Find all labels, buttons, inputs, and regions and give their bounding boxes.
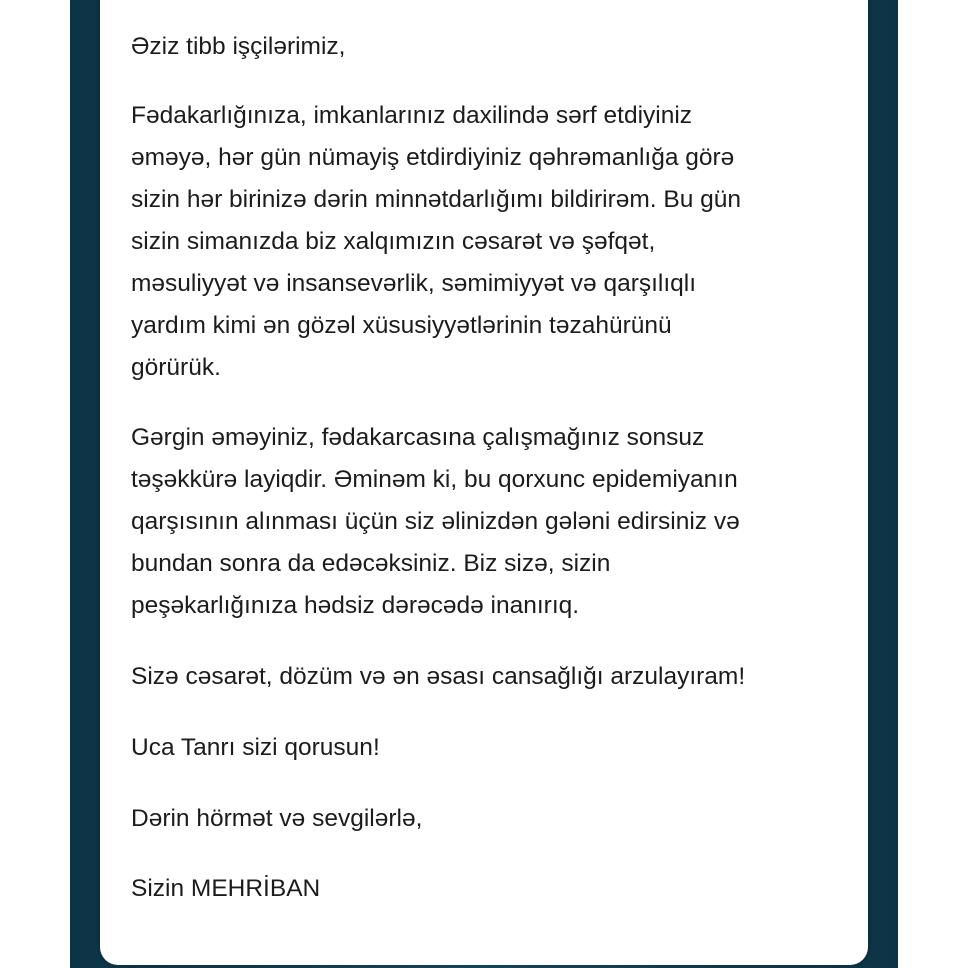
letter-signature xyxy=(131,868,851,910)
paragraph-line: sizin hər birinizə dərin minnətdarlığımı bildirirəm. Bu gün xyxy=(131,186,742,213)
letter-paragraph-1 xyxy=(131,95,851,389)
paragraph-line: görürük. xyxy=(131,354,221,381)
signature-line: Sizin MEHRİBAN xyxy=(131,875,321,902)
paragraph-line: sizin simanızda biz xalqımızın cəsarət və şəfqət, xyxy=(131,228,656,255)
letter-greeting xyxy=(131,26,851,68)
paragraph-line: Fədakarlığınıza, imkanlarınız daxilində sərf etdiyiniz xyxy=(131,102,693,129)
paragraph-line: bundan sonra da edəcəksiniz. Biz sizə, sizin xyxy=(131,550,611,577)
paragraph-line: əməyə, hər gün nümayiş etdirdiyiniz qəhrəmanlığa görə xyxy=(131,144,735,171)
paragraph-line: peşəkarlığınıza hədsiz dərəcədə inanırıq. xyxy=(131,592,580,619)
closing-line: Dərin hörmət və sevgilərlə, xyxy=(131,805,423,832)
paragraph-line: qarşısının alınması üçün siz əlinizdən gələni edirsiniz və xyxy=(131,508,740,535)
letter-blessing xyxy=(131,727,851,769)
paragraph-line: təşəkkürə layiqdir. Əminəm ki, bu qorxunc epidemiyanın xyxy=(131,466,738,493)
letter-closing xyxy=(131,798,851,840)
blessing-line: Uca Tanrı sizi qorusun! xyxy=(131,734,380,761)
letter-wish xyxy=(131,656,851,698)
paragraph-line: yardım kimi ən gözəl xüsusiyyətlərinin təzahürünü xyxy=(131,312,672,339)
paragraph-line: məsuliyyət və insansevərlik, səmimiyyət və qarşılıqlı xyxy=(131,270,697,297)
wish-line: Sizə cəsarət, dözüm və ən əsası cansağlığı arzulayıram! xyxy=(131,663,746,690)
letter-paragraph-2 xyxy=(131,417,851,627)
greeting-line: Əziz tibb işçilərimiz, xyxy=(131,33,346,60)
paragraph-line: Gərgin əməyiniz, fədakarcasına çalışmağınız sonsuz xyxy=(131,424,705,451)
